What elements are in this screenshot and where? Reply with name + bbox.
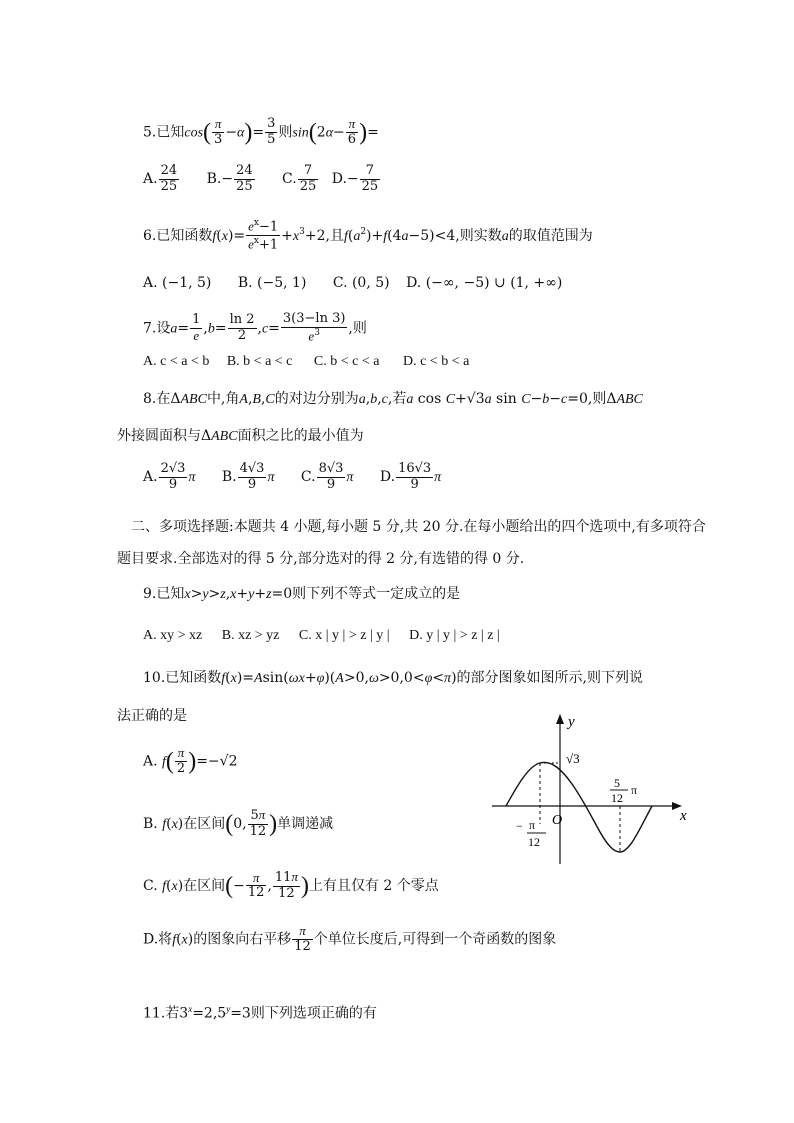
q10-option-c: C. f(x)在区间(− $\frac{\pi}{12}$ , $\frac{11\pi}{12}$ )上有且仅有 2 个零点 (143, 869, 439, 901)
svg-text:12: 12 (528, 835, 540, 849)
svg-text:5: 5 (614, 776, 620, 790)
question-8: 8.在ΔABC中,角A,B,C的对边分别为a,b,c,若a cos C+√3a sin C−b−c=0,则ΔABC (143, 391, 643, 407)
question-9: 9.已知x>y>z,x+y+z=0则下列不等式一定成立的是 (143, 586, 461, 602)
svg-text:π: π (529, 818, 536, 832)
question-10: 10.已知函数f(x)=Asin(ωx+φ)(A>0,ω>0,0<φ<π)的部分图象如图所示,则下列说 (143, 670, 643, 686)
question-11: 11.若$3^x=2,5^y=3$则下列选项正确的有 (143, 1004, 377, 1022)
neg-tick-label (516, 818, 546, 849)
question-10-line2: 法正确的是 (117, 708, 187, 724)
q7-options: A. c < a < b B. b < a < c C. b < c < a D. c < b < a (143, 354, 470, 369)
question-6: 6.已知函数f(x)= $\frac{e^x-1}{e^x+1}$ $+x^3+2$,且$f(a^2)+f(4a-5)<4$,则实数a的取值范围为 (143, 218, 593, 253)
origin-label: O (552, 813, 563, 828)
section-2-heading: 二、多项选择题:本题共 4 小题,每小题 5 分,共 20 分.在每小题给出的四个选项中,有多项符合 (131, 519, 706, 535)
q9-options: A. xy > xz B. xz > yz C. x | y | > z | y | D. y | y | > z | z | (143, 628, 500, 643)
q6-options: A. (−1, 5) B. (−5, 1) C. (0, 5) D. (−∞, −5) ∪ (1, +∞) (143, 275, 563, 291)
q5-then: 则 (278, 124, 293, 141)
q5-options: A. $\frac{24}{25}$ B.− $\frac{24}{25}$ C. $\frac{7}{25}$ D.− $\frac{7}{25}$ (143, 163, 379, 194)
svg-text:12: 12 (611, 791, 623, 805)
question-8-line2: 外接圆面积与ΔABC面积之比的最小值为 (117, 428, 364, 444)
q8-options: A. $\frac{2√3}{9}$ π B. $\frac{4√3}{9}$ π C. $\frac{8√3}{9}$ π D. $\frac{16√3}{9}$ π (143, 461, 442, 492)
x-axis-label: x (680, 808, 687, 824)
svg-text:π: π (631, 783, 638, 797)
sine-graph (486, 708, 696, 868)
svg-text:−: − (516, 819, 523, 833)
q5-prefix: 5.已知 (143, 124, 185, 141)
q10-option-b: B. f(x)在区间(0, $\frac{5\pi}{12}$ )单调递减 (143, 807, 334, 839)
q10-option-a: A. f( $\frac{\pi}{2}$ )=−√2 (143, 745, 238, 776)
question-5: 5.已知cos( $\frac{\pi}{3}$ −α)= $\frac{3}{5}$ 则sin(2α− $\frac{\pi}{6}$ )= (143, 116, 379, 147)
section-2-heading-line2: 题目要求.全部选对的得 5 分,部分选对的得 2 分,有选错的得 0 分. (117, 551, 525, 567)
q10-option-d: D.将f(x)的图象向右平移 $\frac{\pi}{12}$ 个单位长度后,可得到一个奇函数的图象 (143, 923, 557, 954)
pos-tick-label (610, 776, 637, 805)
y-axis-arrow (556, 714, 564, 724)
question-7: 7.设a= $\frac{1}{e}$ ,b= $\frac{\ln 2}{2}$ ,c= $\frac{3(3-\ln 3)}{e^3}$ ,则 (143, 311, 367, 344)
max-label: √3 (566, 751, 580, 766)
y-axis-label: y (568, 714, 575, 730)
